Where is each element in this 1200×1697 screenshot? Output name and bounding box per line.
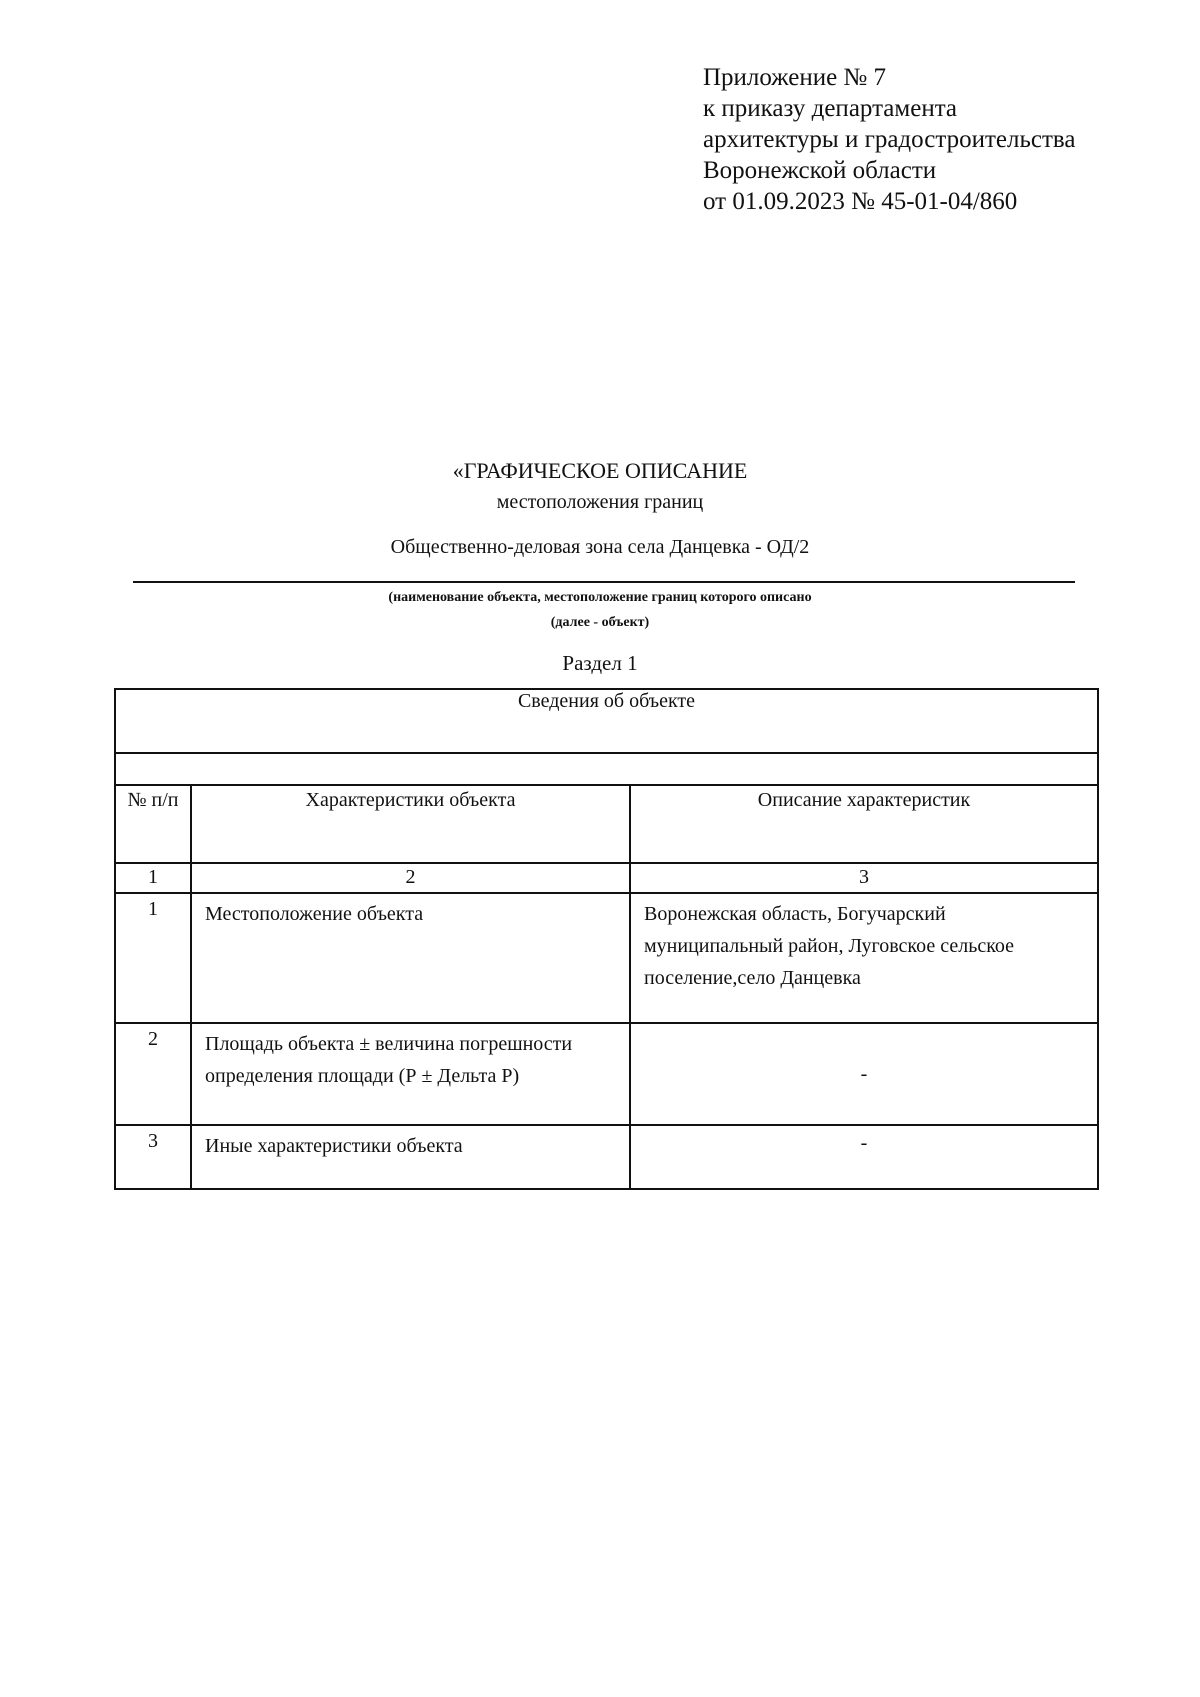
section-heading: Раздел 1 — [562, 651, 638, 675]
row-characteristic: Иные характеристики объекта — [191, 1125, 630, 1189]
hint-line: (наименование объекта, местоположение границ которого описано — [388, 590, 812, 605]
header-num: № п/п — [115, 785, 191, 863]
column-number: 2 — [191, 863, 630, 893]
table-caption-row — [115, 689, 1098, 753]
column-number: 3 — [630, 863, 1098, 893]
row-characteristic: Площадь объекта ± величина погрешности определения площади (Р ± Дельта Р) — [191, 1023, 630, 1125]
header-description: Описание характеристик — [630, 785, 1098, 863]
table-row — [115, 893, 1098, 1023]
appendix-line: к приказу департамента — [703, 95, 958, 122]
table-row — [115, 1023, 1098, 1125]
table-row — [115, 1125, 1098, 1189]
header-row — [115, 785, 1098, 863]
object-name-hint — [0, 585, 1200, 635]
row-description: - — [630, 1125, 1098, 1189]
column-number-row — [115, 863, 1098, 893]
appendix-block — [703, 62, 1075, 217]
row-characteristic: Местоположение объекта — [191, 893, 630, 1023]
blank-row — [115, 753, 1098, 785]
document-subtitle: местоположения границ — [496, 491, 704, 513]
appendix-line: Приложение № 7 — [703, 64, 887, 91]
underline-rule — [133, 581, 1075, 583]
hint-line: (далее - объект) — [550, 615, 650, 630]
row-description: - — [630, 1023, 1098, 1125]
appendix-line: архитектуры и градостроительства — [703, 126, 1076, 153]
row-description: Воронежская область, Богучарский муниципальный район, Луговское сельское поселение,село Данцевка — [630, 893, 1098, 1023]
column-number: 1 — [115, 863, 191, 893]
table-caption: Сведения об объекте — [115, 689, 1098, 753]
header-characteristic: Характеристики объекта — [191, 785, 630, 863]
blank-cell — [115, 753, 1098, 785]
row-num: 1 — [115, 893, 191, 1023]
document-title: «ГРАФИЧЕСКОЕ ОПИСАНИЕ — [452, 458, 748, 483]
row-num: 3 — [115, 1125, 191, 1189]
object-name: Общественно-деловая зона села Данцевка - ОД/2 — [390, 536, 810, 558]
object-info-table — [114, 688, 1099, 1190]
appendix-line: от 01.09.2023 № 45-01-04/860 — [703, 188, 1018, 215]
row-num: 2 — [115, 1023, 191, 1125]
appendix-line: Воронежской области — [703, 157, 937, 184]
